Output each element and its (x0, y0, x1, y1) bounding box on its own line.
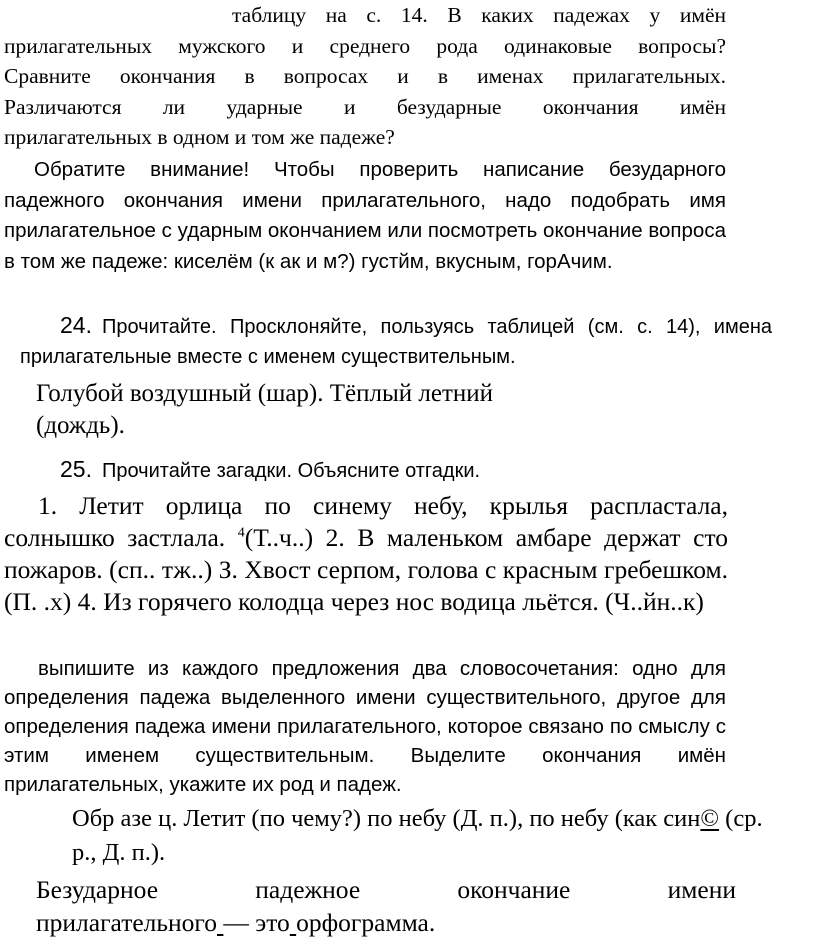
spelling-rule (36, 873, 736, 939)
rule-word-orthogram: орфограмма. (296, 908, 436, 937)
attention-note: Обратите внимание! Чтобы проверить написание безударного падежного окончания имени прилагательного, надо подобрать имя прилагательное с ударным окончанием или посмотреть окончание вопроса в том же падеже: киселём (к ак и м?) густйм, вкусным, горАчим. (4, 158, 726, 273)
sample-word-stem: син (663, 805, 701, 832)
exercise-24-instruction: Прочитайте. Просклоняйте, пользуясь таблицей (см. с. 14), имена прилагательные вместе с именем существительным. (20, 316, 772, 368)
sample-ending-mark: © (700, 805, 720, 832)
rule-word-adjective: прилагательного (36, 908, 217, 937)
exercise-25-instruction: Прочитайте загадки. Объясните отгадки. (101, 460, 481, 482)
intro-line-5: прилагательных в одном и том же падеже? (4, 125, 395, 149)
phrase-blue-balloon: Голубой воздушный (шар). (36, 380, 324, 407)
exercise-24-number: 24. (60, 312, 92, 338)
rule-dash-this: — это (223, 908, 290, 937)
exercise-24-task (20, 310, 772, 372)
footnote-marker: 4 (237, 525, 245, 541)
exercise-25-number: 25. (60, 456, 92, 482)
riddles-text (4, 490, 728, 618)
exercise-25-task (20, 454, 772, 486)
exercise-24-phrases (36, 378, 496, 442)
phrase-warm-rain: Тёплый летний (дождь). (36, 380, 494, 439)
riddles-continued: (Т..ч..) 2. В маленьком амбаре держат сто пожаров. (сп.. тж..) З. Хвост серпом, голова с красным гребешком. (П. .х) 4. Из горячего колодца через нос водица льётся. (Ч..йн..к) (4, 523, 729, 616)
intro-question-paragraph (4, 0, 726, 153)
intro-line-4: Различаются ли ударные и безударные окончания имён (4, 94, 726, 119)
riddle-1: 1. Летит орлица по синему небу, крылья распластала, солнышко застлала. (4, 491, 728, 552)
intro-line-2: прилагательных мужского и среднего рода одинаковые вопросы? (4, 33, 726, 58)
sample-line-1: Обр азе ц. Летит (по чему?) по небу (Д. п.), по небу (как (72, 805, 658, 832)
sample-answer (72, 802, 772, 870)
intro-line-3: Сравните окончания в вопросах и в именах прилагательных. (4, 64, 726, 88)
intro-line-1: таблицу на с. 14. В каких падежах у имён (232, 3, 726, 27)
exercise-25-writing-instruction: выпишите из каждого предложения два словосочетания: одно для определения падежа выделенного имени существительного, другое для определения падежа имени прилагательного, которое связано по смыслу с этим именем существительным. Выделите окончания имён прилагательных, укажите их род и падеж. (4, 657, 726, 796)
rule-line-1: Безударное падежное окончание имени (36, 875, 736, 904)
sample-case-info: (ср. р., Д. п.). (72, 805, 763, 866)
